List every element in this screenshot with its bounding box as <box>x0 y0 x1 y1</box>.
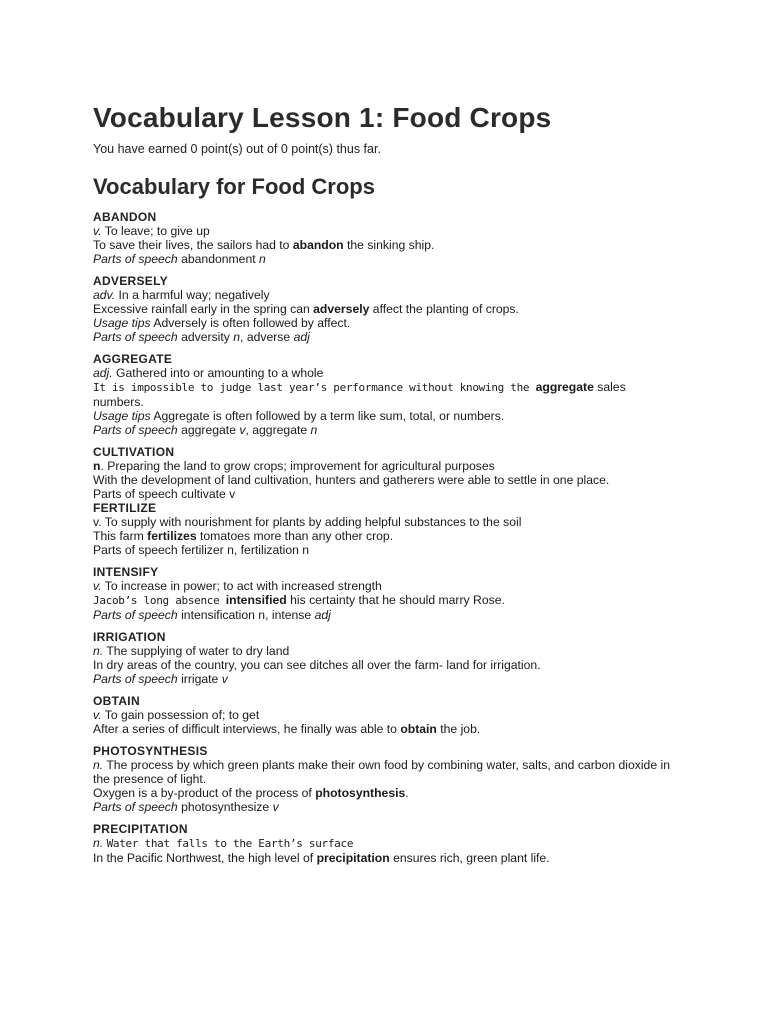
parts-label: Parts of speech <box>93 800 178 814</box>
part-pos: n <box>233 330 241 344</box>
part-word: irrigate <box>181 672 219 686</box>
part-word: adversity <box>181 330 230 344</box>
example-text: It is impossible to judge last year’s performance without knowing the <box>93 381 536 394</box>
score-text: You have earned 0 point(s) out of 0 point(s) thus far. <box>93 142 381 156</box>
definition-line <box>93 515 673 529</box>
term: OBTAIN <box>93 694 140 708</box>
example-text: In the Pacific Northwest, the high level of <box>93 851 317 865</box>
example-sentence <box>93 786 673 800</box>
definition-line <box>93 224 673 238</box>
page-title: Vocabulary Lesson 1: Food Crops <box>93 102 552 133</box>
definition-line <box>93 366 673 380</box>
example-keyword: intensified <box>225 593 287 607</box>
parts-label: Parts of speech <box>93 423 178 437</box>
vocab-entry-intensify <box>93 565 673 622</box>
parts-of-speech: Parts of speech aggregate v, aggregate n <box>93 423 318 437</box>
example-text: Oxygen is a by-product of the process of <box>93 786 316 800</box>
definition: Preparing the land to grow crops; improvement for agricultural purposes <box>107 459 495 473</box>
usage-tips <box>93 409 673 423</box>
part-pos: n <box>259 252 266 266</box>
vocab-entry-cultivation <box>93 445 673 501</box>
example-sentence <box>93 851 673 865</box>
vocab-entry-fertilize <box>93 501 673 557</box>
vocab-entry-adversely <box>93 274 673 344</box>
pos: v. <box>93 579 102 593</box>
term: FERTILIZE <box>93 501 157 515</box>
part-pos: v <box>221 672 228 686</box>
pos: v. <box>93 224 102 238</box>
part-pos: n <box>310 423 318 437</box>
vocab-entry-abandon <box>93 210 673 266</box>
parts-label: Parts of speech <box>93 252 178 266</box>
term: INTENSIFY <box>93 565 159 579</box>
term: ADVERSELY <box>93 274 168 288</box>
parts-of-speech: Parts of speech cultivate v <box>93 487 236 501</box>
example-sentence: In dry areas of the country, you can see ditches all over the farm- land for irrigation. <box>93 658 541 672</box>
example-keyword: adversely <box>313 302 370 316</box>
parts-label: Parts of speech <box>93 672 178 686</box>
parts-of-speech <box>93 800 673 814</box>
definition-line <box>93 579 673 593</box>
definition-line: n. Preparing the land to grow crops; improvement for agricultural purposes <box>93 459 495 473</box>
part-word: intensification n, intense <box>181 608 312 622</box>
part-pos: adj <box>293 330 310 344</box>
example-text: sales numbers. <box>93 380 626 409</box>
definition-line <box>93 708 673 722</box>
definition: To supply with nourishment for plants by adding helpful substances to the soil <box>104 515 522 529</box>
part-pos: v <box>239 423 246 437</box>
definition: To gain possession of; to get <box>104 708 260 722</box>
parts-label: Parts of speech <box>93 330 178 344</box>
term: PRECIPITATION <box>93 822 188 836</box>
definition-line <box>93 836 673 851</box>
example-sentence: With the development of land cultivation, hunters and gatherers were able to settle in one place. <box>93 473 610 487</box>
parts-label: Parts of speech <box>93 608 178 622</box>
parts-of-speech: Parts of speech fertilizer n, fertilization n <box>93 543 310 557</box>
example-sentence <box>93 722 673 736</box>
definition: The supplying of water to dry land <box>106 644 290 658</box>
part-word: abandonment <box>181 252 256 266</box>
example-text: . <box>405 786 409 800</box>
example-text: affect the planting of crops. <box>369 302 519 316</box>
example-text: Jacob’s long absence <box>93 594 226 607</box>
definition-line <box>93 288 673 302</box>
vocab-entry-irrigation <box>93 630 673 686</box>
vocab-entry-photosynthesis <box>93 744 673 814</box>
parts-of-speech <box>93 252 673 266</box>
example-sentence <box>93 238 673 252</box>
vocab-entry-precipitation <box>93 822 673 865</box>
term: AGGREGATE <box>93 352 173 366</box>
definition-line <box>93 758 673 786</box>
definition-line <box>93 644 673 658</box>
example-sentence <box>93 593 673 608</box>
example-text: After a series of difficult interviews, he finally was able to <box>93 722 401 736</box>
part-word: aggregate <box>252 423 308 437</box>
usage-text: Aggregate is often followed by a term like sum, total, or numbers. <box>153 409 505 423</box>
vocabulary-list <box>93 210 673 873</box>
part-pos: adj <box>314 608 331 622</box>
pos: n <box>93 459 101 473</box>
example-keyword: aggregate <box>535 380 594 394</box>
definition: To leave; to give up <box>104 224 210 238</box>
example-sentence <box>93 380 673 409</box>
section-title: Vocabulary for Food Crops <box>93 174 375 199</box>
vocab-entry-obtain <box>93 694 673 736</box>
definition: To increase in power; to act with increased strength <box>104 579 382 593</box>
example-keyword: photosynthesis <box>315 786 406 800</box>
pos: v. <box>93 708 102 722</box>
example-text: To save their lives, the sailors had to <box>93 238 293 252</box>
usage-text: Adversely is often followed by affect. <box>153 316 351 330</box>
definition: The process by which green plants make their own food by combining water, salts, and carbon dioxide in the presence of light. <box>93 758 670 786</box>
part-word: aggregate <box>181 423 236 437</box>
pos: n. <box>93 758 104 772</box>
pos: n. <box>93 644 104 658</box>
pos: n. <box>93 836 104 850</box>
example-text: This farm <box>93 529 148 543</box>
term: IRRIGATION <box>93 630 166 644</box>
definition: Water that falls to the Earth’s surface <box>106 837 354 850</box>
pos: adj. <box>93 366 113 380</box>
example-text: Excessive rainfall early in the spring can <box>93 302 314 316</box>
term: ABANDON <box>93 210 157 224</box>
usage-label: Usage tips <box>93 409 151 423</box>
example-keyword: precipitation <box>316 851 390 865</box>
parts-of-speech: Parts of speech adversity n, adverse adj <box>93 330 310 344</box>
example-keyword: abandon <box>292 238 344 252</box>
parts-of-speech <box>93 672 673 686</box>
pos: adv. <box>93 288 116 302</box>
example-text: the sinking ship. <box>343 238 435 252</box>
example-text: the job. <box>436 722 481 736</box>
part-word: photosynthesize <box>181 800 270 814</box>
example-sentence <box>93 529 673 543</box>
term: CULTIVATION <box>93 445 175 459</box>
part-pos: v <box>272 800 279 814</box>
term: PHOTOSYNTHESIS <box>93 744 208 758</box>
part-word: adverse <box>246 330 291 344</box>
example-sentence <box>93 302 673 316</box>
example-text: ensures rich, green plant life. <box>389 851 550 865</box>
parts-of-speech <box>93 608 673 622</box>
definition: Gathered into or amounting to a whole <box>116 366 324 380</box>
usage-tips <box>93 316 673 330</box>
pos: v. <box>93 515 102 529</box>
example-text: tomatoes more than any other crop. <box>196 529 394 543</box>
definition: In a harmful way; negatively <box>118 288 270 302</box>
vocab-entry-aggregate <box>93 352 673 437</box>
example-keyword: fertilizes <box>147 529 197 543</box>
usage-label: Usage tips <box>93 316 151 330</box>
example-text: his certainty that he should marry Rose. <box>286 593 505 607</box>
example-keyword: obtain <box>400 722 437 736</box>
